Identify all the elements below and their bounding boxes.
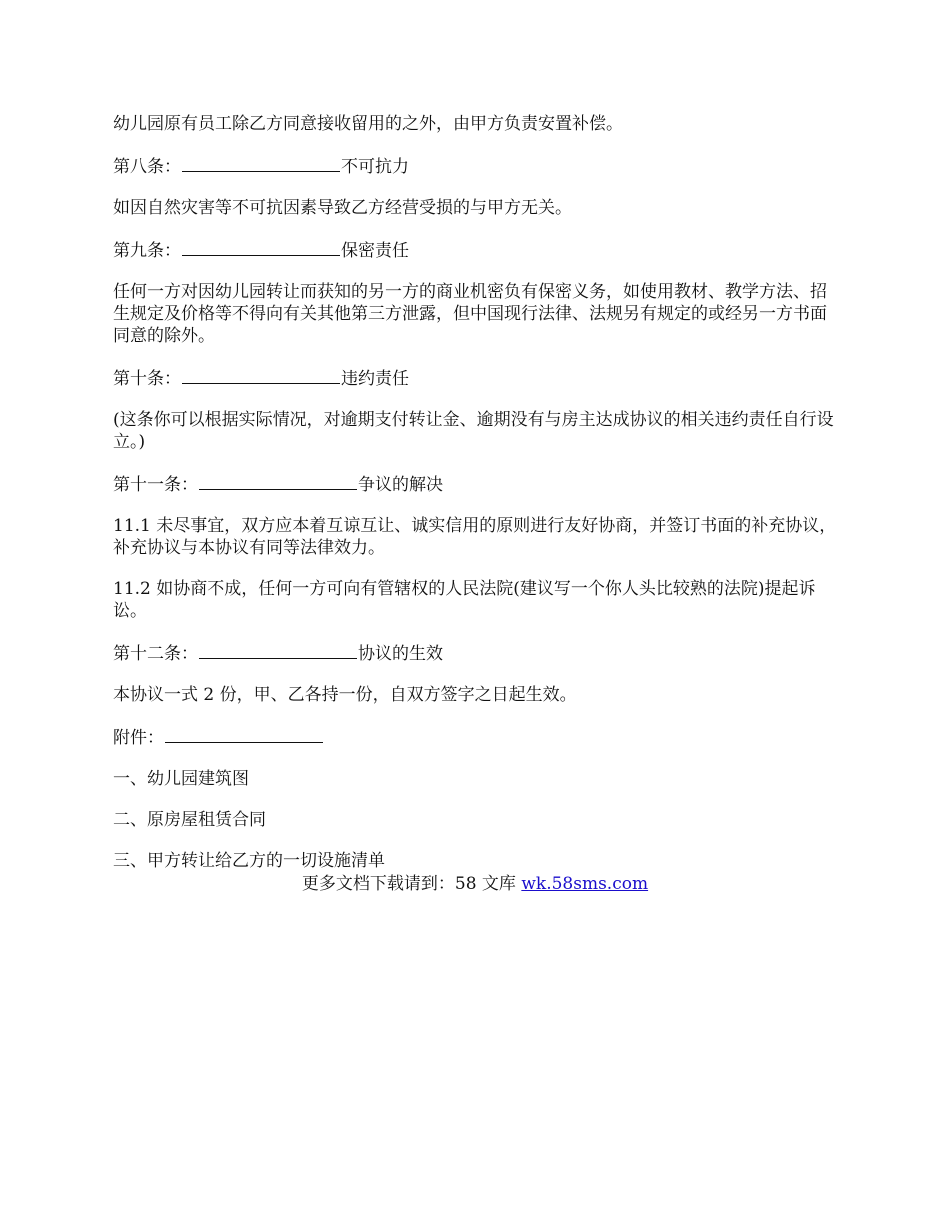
article-10-heading — [113, 366, 840, 390]
article-8-blank-line — [182, 154, 340, 172]
paragraph-11-2: 11.2 如协商不成，任何一方可向有管辖权的人民法院(建议写一个你人头比较熟的法院)提起诉讼。 — [113, 579, 816, 621]
article-8-prefix: 第八条： — [113, 157, 181, 177]
attachment-heading — [113, 725, 840, 749]
article-12-prefix: 第十二条： — [113, 644, 198, 664]
article-11-prefix: 第十一条： — [113, 475, 198, 495]
attachment-item-3: 三、甲方转让给乙方的一切设施清单 — [113, 851, 385, 871]
article-10-prefix: 第十条： — [113, 369, 181, 389]
article-12-blank-line — [199, 641, 357, 659]
article-9-prefix: 第九条： — [113, 241, 181, 261]
document-body — [113, 113, 840, 891]
article-8-heading — [113, 154, 840, 178]
article-11-heading — [113, 472, 840, 496]
paragraph-force-majeure: 如因自然灾害等不可抗因素导致乙方经营受损的与甲方无关。 — [113, 198, 572, 218]
attachment-blank-line — [165, 725, 323, 743]
article-9-heading — [113, 238, 840, 262]
paragraph-effectiveness: 本协议一式 2 份，甲、乙各持一份，自双方签字之日起生效。 — [113, 685, 577, 705]
paragraph-confidentiality: 任何一方对因幼儿园转让而获知的另一方的商业机密负有保密义务，如使用教材、教学方法、招生规定及价格等不得向有关其他第三方泄露，但中国现行法律、法规另有规定的或经另一方书面同意的除外。 — [113, 282, 827, 346]
footer-text: 更多文档下载请到：58 文库 — [301, 874, 522, 894]
attachment-prefix: 附件： — [113, 728, 164, 748]
article-9-title: 保密责任 — [341, 241, 409, 261]
footer-link[interactable]: wk.58sms.com — [521, 874, 649, 894]
article-10-blank-line — [182, 366, 340, 384]
article-12-title: 协议的生效 — [358, 644, 443, 664]
article-9-blank-line — [182, 238, 340, 256]
article-10-title: 违约责任 — [341, 369, 409, 389]
paragraph-11-1: 11.1 未尽事宜，双方应本着互谅互让、诚实信用的原则进行友好协商，并签订书面的补充协议，补充协议与本协议有同等法律效力。 — [113, 516, 837, 558]
attachment-item-1: 一、幼儿园建筑图 — [113, 769, 249, 789]
article-11-blank-line — [199, 472, 357, 490]
paragraph-staff-placement: 幼儿园原有员工除乙方同意接收留用的之外，由甲方负责安置补偿。 — [113, 114, 623, 134]
footer-download-note — [0, 873, 950, 895]
article-12-heading — [113, 641, 840, 665]
attachment-item-2: 二、原房屋租赁合同 — [113, 810, 266, 830]
paragraph-breach-note: (这条你可以根据实际情况，对逾期支付转让金、逾期没有与房主达成协议的相关违约责任自行设立。) — [113, 410, 834, 452]
article-11-title: 争议的解决 — [358, 475, 443, 495]
article-8-title: 不可抗力 — [341, 157, 409, 177]
